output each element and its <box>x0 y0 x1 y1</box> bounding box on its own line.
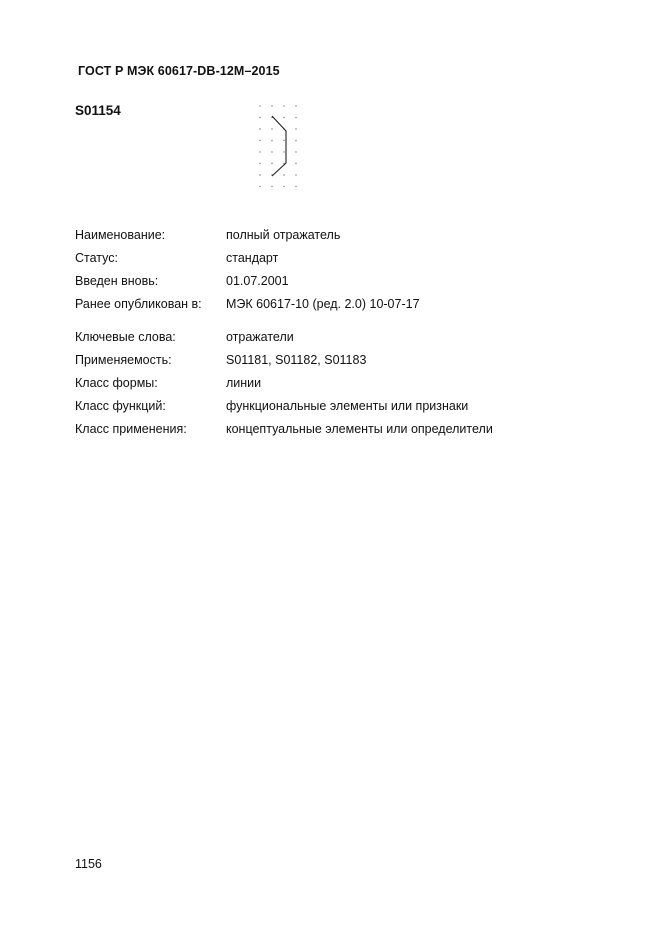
property-value: концептуальные элементы или определители <box>226 422 493 436</box>
property-label: Применяемость: <box>75 353 172 367</box>
property-label: Класс функций: <box>75 399 166 413</box>
property-label: Класс формы: <box>75 376 158 390</box>
property-value: S01181, S01182, S01183 <box>226 353 367 367</box>
property-value: полный отражатель <box>226 228 341 242</box>
property-value: функциональные элементы или признаки <box>226 399 469 413</box>
property-value: 01.07.2001 <box>226 274 289 288</box>
full-reflector-symbol-icon <box>252 100 304 194</box>
property-label: Класс применения: <box>75 422 187 436</box>
property-label: Статус: <box>75 251 118 265</box>
property-label: Ключевые слова: <box>75 330 176 344</box>
document-header: ГОСТ Р МЭК 60617-DB-12M–2015 <box>78 64 280 78</box>
property-label: Ранее опубликован в: <box>75 297 202 311</box>
symbol-id: S01154 <box>75 103 121 118</box>
property-label: Наименование: <box>75 228 166 242</box>
property-label: Введен вновь: <box>75 274 159 288</box>
property-value: МЭК 60617-10 (ред. 2.0) 10-07-17 <box>226 297 420 311</box>
property-value: стандарт <box>226 251 279 265</box>
property-value: линии <box>226 376 262 390</box>
property-value: отражатели <box>226 330 294 344</box>
page-number: 1156 <box>75 857 102 871</box>
